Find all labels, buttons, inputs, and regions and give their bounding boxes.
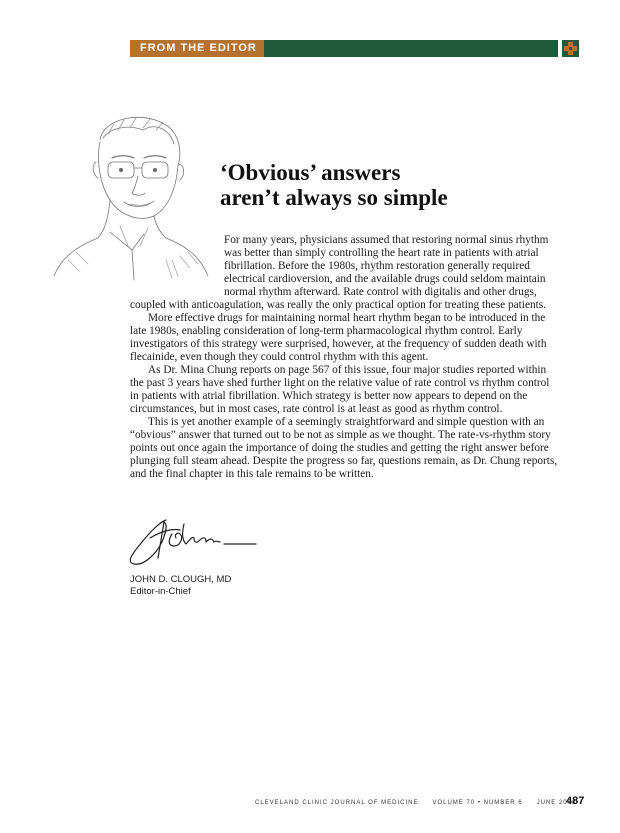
section-label: FROM THE EDITOR xyxy=(130,40,264,57)
paragraph-2: More effective drugs for maintaining normal heart rhythm began to be introduced in the late 1980s, enabling consideration of long-term pharmacological rhythm control. Early investigators of this strategy were surprised, however, at the frequency of sudden death with flecainide, even though they could control rhythm with this agent. xyxy=(130,312,547,363)
author-role: Editor-in-Chief xyxy=(130,586,191,597)
author-name: JOHN D. CLOUGH, MD xyxy=(130,574,232,585)
paragraph-3: As Dr. Mina Chung reports on page 567 of this issue, four major studies reported within the past 3 years have shed further light on the relative value of rate control vs rhythm control in patients with atrial fibrillation. Which strategy is better now appears to depend on the circumstances, but in most cases, rate control is at least as good as rhythm control. xyxy=(130,364,550,415)
title-line-2: aren’t always so simple xyxy=(220,185,448,210)
journal-cross-icon xyxy=(562,40,579,57)
page-number: 487 xyxy=(566,795,585,807)
journal-date: JUNE 2003 xyxy=(536,800,577,806)
article-title xyxy=(220,160,448,210)
paragraph-4: This is yet another example of a seemingly straightforward and simple question with an “obvious” answer that turned out to be not as simple as we thought. The rate-vs-rhythm story points out once again the importance of doing the studies and getting the right answer before plunging full steam ahead. Despite the progress so far, questions remain, as Dr. Chung reports, and the final chapter in this tale remains to be written. xyxy=(130,416,558,480)
author-block xyxy=(130,574,231,598)
journal-volume: VOLUME 70 • NUMBER 6 xyxy=(432,800,523,806)
title-line-1: ‘Obvious’ answers xyxy=(220,160,401,185)
paragraph-1: For many years, physicians assumed that restoring normal sinus rhythm was better than simply controlling the heart rate in patients with atrial fibrillation. Before the 1980s, rhythm restoration generally required electrical cardioversion, and the available drugs could seldom maintain normal rhythm afterward. Rate control with digitalis and other drugs, coupled with anticoagulation, was really the only practical option for treating these patients. xyxy=(130,234,549,311)
editor-signature xyxy=(120,510,260,570)
section-banner xyxy=(130,40,558,57)
page-footer xyxy=(255,800,576,806)
journal-name: CLEVELAND CLINIC JOURNAL OF MEDICINE xyxy=(255,800,419,806)
article-body xyxy=(130,234,558,481)
portrait-wrap-space xyxy=(130,234,224,299)
